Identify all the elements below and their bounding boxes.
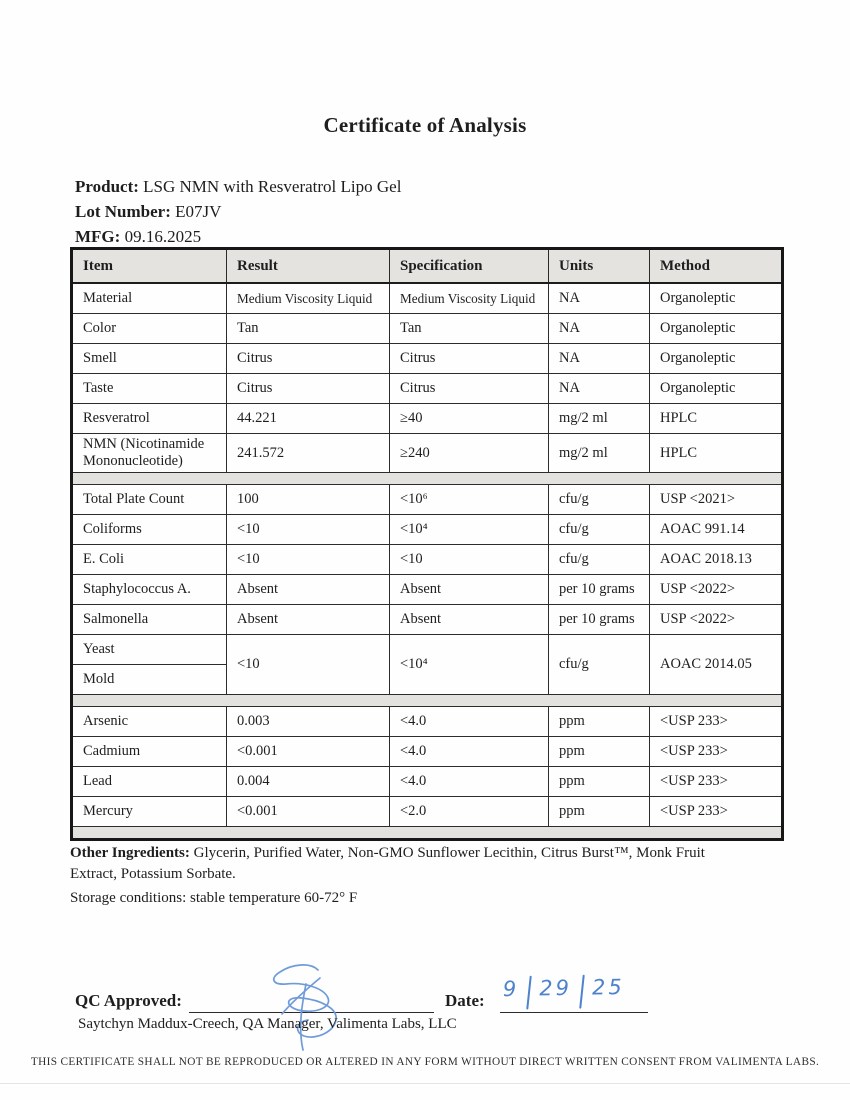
units-cell: ppm bbox=[549, 767, 650, 797]
column-header-specification: Specification bbox=[390, 249, 549, 284]
spec-cell: Absent bbox=[390, 575, 549, 605]
table-row bbox=[72, 404, 783, 434]
signature-scribble bbox=[248, 958, 368, 1054]
units-cell: ppm bbox=[549, 737, 650, 767]
result-cell: 0.004 bbox=[227, 767, 390, 797]
table-separator-row bbox=[72, 473, 783, 485]
table-row bbox=[72, 374, 783, 404]
units-cell: NA bbox=[549, 344, 650, 374]
item-cell: Staphylococcus A. bbox=[72, 575, 227, 605]
date-slash bbox=[579, 975, 585, 1009]
table-row bbox=[72, 314, 783, 344]
item-cell: NMN (Nicotinamide Mononucleotide) bbox=[72, 434, 227, 473]
units-cell: NA bbox=[549, 283, 650, 314]
method-cell: <USP 233> bbox=[650, 707, 783, 737]
lot-number-value: E07JV bbox=[170, 202, 222, 221]
item-cell: Color bbox=[72, 314, 227, 344]
result-cell: <0.001 bbox=[227, 737, 390, 767]
units-cell: per 10 grams bbox=[549, 575, 650, 605]
spec-cell: <10⁴ bbox=[390, 635, 549, 695]
table-separator-row bbox=[72, 827, 783, 840]
result-cell: 44.221 bbox=[227, 404, 390, 434]
spec-cell: <10⁶ bbox=[390, 485, 549, 515]
spec-cell: <10 bbox=[390, 545, 549, 575]
analysis-table bbox=[70, 247, 784, 841]
other-ingredients bbox=[70, 843, 725, 885]
table-row bbox=[72, 545, 783, 575]
table-row bbox=[72, 797, 783, 827]
method-cell: USP <2022> bbox=[650, 575, 783, 605]
item-cell: Taste bbox=[72, 374, 227, 404]
result-cell: <10 bbox=[227, 545, 390, 575]
separator-band bbox=[72, 473, 783, 485]
spec-cell: ≥240 bbox=[390, 434, 549, 473]
result-cell: 241.572 bbox=[227, 434, 390, 473]
item-cell: Yeast bbox=[72, 635, 227, 665]
column-header-item: Item bbox=[72, 249, 227, 284]
scan-artifact-line bbox=[0, 1083, 850, 1084]
item-cell: Smell bbox=[72, 344, 227, 374]
product-label: Product: bbox=[75, 177, 139, 196]
result-cell: Medium Viscosity Liquid bbox=[227, 283, 390, 314]
units-cell: per 10 grams bbox=[549, 605, 650, 635]
date-label: Date: bbox=[445, 991, 485, 1010]
item-cell: Mercury bbox=[72, 797, 227, 827]
spec-cell: Tan bbox=[390, 314, 549, 344]
spec-cell: <4.0 bbox=[390, 767, 549, 797]
column-header-result: Result bbox=[227, 249, 390, 284]
footer-disclaimer: THIS CERTIFICATE SHALL NOT BE REPRODUCED OR ALTERED IN ANY FORM WITHOUT DIRECT WRITTEN CONSENT FROM VALIMENTA LABS. bbox=[30, 1056, 820, 1068]
result-cell: Citrus bbox=[227, 374, 390, 404]
units-cell: cfu/g bbox=[549, 635, 650, 695]
separator-band bbox=[72, 827, 783, 840]
date-slash bbox=[527, 976, 533, 1010]
method-cell: USP <2021> bbox=[650, 485, 783, 515]
date-line bbox=[500, 1012, 648, 1013]
table-separator-row bbox=[72, 695, 783, 707]
method-cell: Organoleptic bbox=[650, 374, 783, 404]
item-cell: Coliforms bbox=[72, 515, 227, 545]
method-cell: AOAC 2014.05 bbox=[650, 635, 783, 695]
spec-cell: <10⁴ bbox=[390, 515, 549, 545]
lot-number-label: Lot Number: bbox=[75, 202, 171, 221]
mfg-value: 09.16.2025 bbox=[120, 227, 202, 246]
method-cell: HPLC bbox=[650, 404, 783, 434]
method-cell: <USP 233> bbox=[650, 767, 783, 797]
table-row bbox=[72, 767, 783, 797]
units-cell: NA bbox=[549, 374, 650, 404]
table-row bbox=[72, 707, 783, 737]
product-value: LSG NMN with Resveratrol Lipo Gel bbox=[138, 177, 402, 196]
table-row bbox=[72, 605, 783, 635]
units-cell: cfu/g bbox=[549, 545, 650, 575]
table-header-row bbox=[72, 249, 783, 284]
mfg-date-line bbox=[75, 224, 401, 249]
method-cell: Organoleptic bbox=[650, 283, 783, 314]
item-cell: E. Coli bbox=[72, 545, 227, 575]
units-cell: ppm bbox=[549, 797, 650, 827]
result-cell: <0.001 bbox=[227, 797, 390, 827]
method-cell: USP <2022> bbox=[650, 605, 783, 635]
spec-cell: <4.0 bbox=[390, 737, 549, 767]
method-cell: <USP 233> bbox=[650, 737, 783, 767]
method-cell: Organoleptic bbox=[650, 344, 783, 374]
table-row bbox=[72, 635, 783, 665]
handwritten-date bbox=[503, 975, 625, 1010]
result-cell: <10 bbox=[227, 515, 390, 545]
spec-cell: <4.0 bbox=[390, 707, 549, 737]
product-line bbox=[75, 174, 401, 199]
spec-cell: Absent bbox=[390, 605, 549, 635]
item-cell: Material bbox=[72, 283, 227, 314]
item-cell: Lead bbox=[72, 767, 227, 797]
date-digits: 29 bbox=[539, 975, 573, 1001]
method-cell: AOAC 2018.13 bbox=[650, 545, 783, 575]
spec-cell: Citrus bbox=[390, 344, 549, 374]
result-cell: 0.003 bbox=[227, 707, 390, 737]
separator-band bbox=[72, 695, 783, 707]
units-cell: ppm bbox=[549, 707, 650, 737]
result-cell: Tan bbox=[227, 314, 390, 344]
table-row bbox=[72, 283, 783, 314]
result-cell: <10 bbox=[227, 635, 390, 695]
qc-approved-label: QC Approved: bbox=[75, 991, 182, 1010]
item-cell: Arsenic bbox=[72, 707, 227, 737]
method-cell: HPLC bbox=[650, 434, 783, 473]
page-title: Certificate of Analysis bbox=[323, 113, 527, 137]
method-cell: <USP 233> bbox=[650, 797, 783, 827]
coa-table-body bbox=[72, 283, 783, 840]
mfg-label: MFG: bbox=[75, 227, 121, 246]
item-cell: Resveratrol bbox=[72, 404, 227, 434]
result-cell: Absent bbox=[227, 575, 390, 605]
units-cell: cfu/g bbox=[549, 485, 650, 515]
storage-conditions: Storage conditions: stable temperature 60-72° F bbox=[70, 890, 358, 906]
table-row bbox=[72, 344, 783, 374]
method-cell: Organoleptic bbox=[650, 314, 783, 344]
units-cell: mg/2 ml bbox=[549, 434, 650, 473]
result-cell: 100 bbox=[227, 485, 390, 515]
date-digits: 9 bbox=[502, 976, 520, 1002]
units-cell: NA bbox=[549, 314, 650, 344]
item-cell: Salmonella bbox=[72, 605, 227, 635]
units-cell: mg/2 ml bbox=[549, 404, 650, 434]
units-cell: cfu/g bbox=[549, 515, 650, 545]
column-header-units: Units bbox=[549, 249, 650, 284]
result-cell: Citrus bbox=[227, 344, 390, 374]
spec-cell: ≥40 bbox=[390, 404, 549, 434]
spec-cell: Citrus bbox=[390, 374, 549, 404]
table-row bbox=[72, 737, 783, 767]
date-digits: 25 bbox=[591, 974, 625, 1000]
product-info-block bbox=[75, 174, 401, 249]
spec-cell: <2.0 bbox=[390, 797, 549, 827]
lot-number-line bbox=[75, 199, 401, 224]
item-cell: Total Plate Count bbox=[72, 485, 227, 515]
other-ingredients-label: Other Ingredients: bbox=[70, 845, 190, 861]
table-row bbox=[72, 434, 783, 473]
column-header-method: Method bbox=[650, 249, 783, 284]
item-cell: Mold bbox=[72, 665, 227, 695]
spec-cell: Medium Viscosity Liquid bbox=[390, 283, 549, 314]
item-cell: Cadmium bbox=[72, 737, 227, 767]
table-row bbox=[72, 515, 783, 545]
table-row bbox=[72, 575, 783, 605]
table-row bbox=[72, 485, 783, 515]
result-cell: Absent bbox=[227, 605, 390, 635]
other-ingredients-text: Glycerin, Purified Water, Non-GMO Sunflower Lecithin, Citrus Burst™, Monk Fruit Extract, Potassium Sorbate. bbox=[70, 845, 705, 882]
qa-manager-name: Saytchyn Maddux-Creech, QA Manager, Valimenta Labs, LLC bbox=[78, 1016, 457, 1032]
method-cell: AOAC 991.14 bbox=[650, 515, 783, 545]
